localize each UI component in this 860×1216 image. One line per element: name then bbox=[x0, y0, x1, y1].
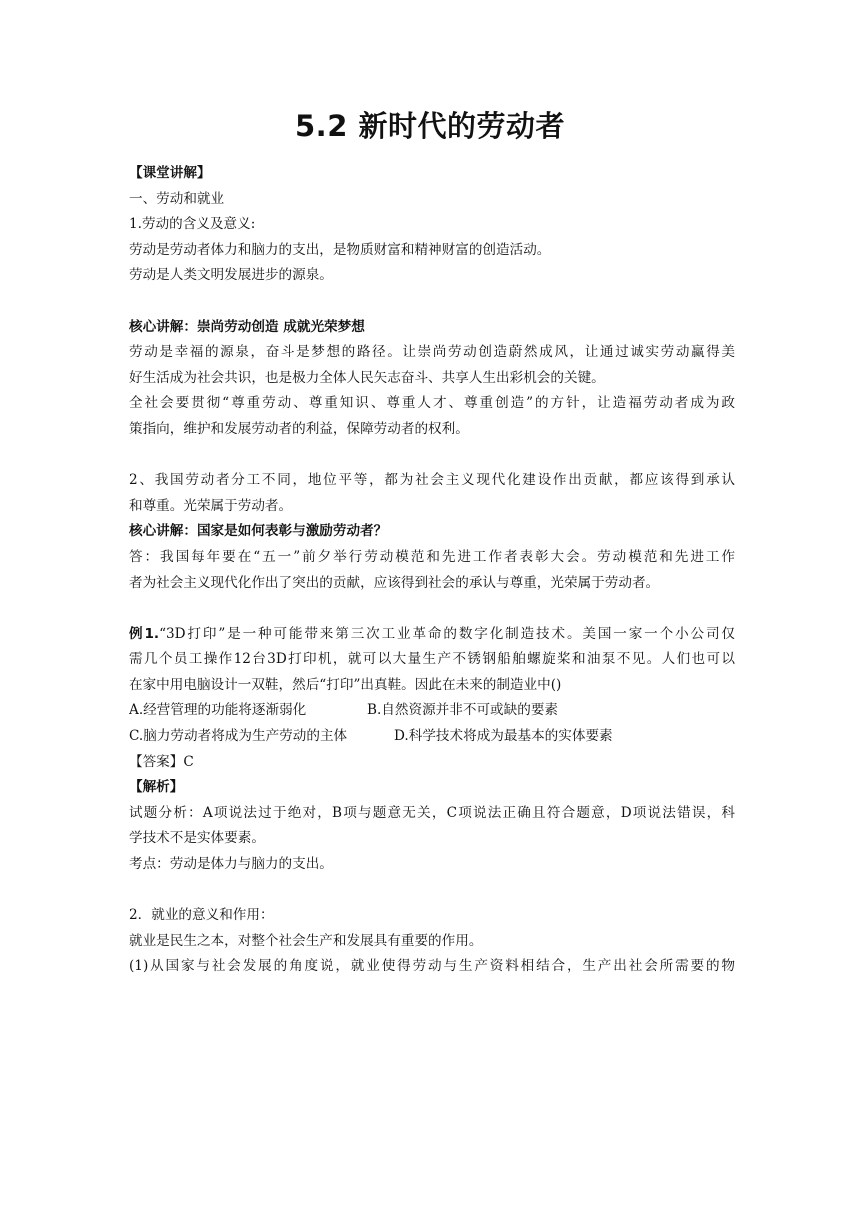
core1-paragraph-line: 全社会要贯彻“尊重劳动、尊重知识、尊重人才、尊重创造”的方针，让造福劳动者成为政 bbox=[129, 395, 735, 412]
kaodian-line: 考点：劳动是体力与脑力的支出。 bbox=[129, 856, 333, 873]
options-row bbox=[129, 724, 735, 750]
document-body bbox=[129, 161, 735, 980]
example1-text: “3D打印”是一种可能带来第三次工业革命的数字化制造技术。美国一家一个小公司仅 bbox=[159, 625, 735, 642]
analysis-heading: 【解析】 bbox=[129, 779, 184, 796]
core1-paragraph-line: 好生活成为社会共识，也是极力全体人民矢志奋斗、共享人生出彩机会的关键。 bbox=[129, 369, 605, 386]
page-title: 5.2 新时代的劳动者 bbox=[295, 109, 565, 143]
blank-line bbox=[129, 443, 735, 469]
point2-line: 2、我国劳动者分工不同，地位平等，都为社会主义现代化建设作出贡献，都应该得到承认 bbox=[129, 472, 735, 489]
point1-heading: 1.劳动的含义及意义: bbox=[129, 216, 256, 233]
options-row bbox=[129, 698, 735, 724]
option-d: D.科学技术将成为最基本的实体要素 bbox=[394, 728, 613, 745]
example1-label: 例1. bbox=[129, 625, 160, 642]
blank-line bbox=[129, 596, 735, 622]
option-a: A.经营管理的功能将逐渐弱化 bbox=[129, 702, 307, 719]
part1-heading: 一、劳动和就业 bbox=[129, 190, 225, 207]
core1-paragraph-line: 劳动是幸福的源泉，奋斗是梦想的路径。让崇尚劳动创造蔚然成风，让通过诚实劳动赢得美 bbox=[129, 344, 735, 361]
analysis-line: 试题分析：A项说法过于绝对，B项与题意无关，C项说法正确且符合题意，D项说法错误，科 bbox=[129, 804, 735, 821]
answer-line: 【答案】C bbox=[129, 753, 194, 770]
example1-line: 需几个员工操作12台3D打印机，就可以大量生产不锈钢船舶螺旋桨和油泵不见。人们也可以 bbox=[129, 651, 735, 668]
core2-answer-line: 答：我国每年要在“五一”前夕举行劳动模范和先进工作者表彰大会。劳动模范和先进工作 bbox=[129, 548, 735, 565]
point3-line: 就业是民生之本，对整个社会生产和发展具有重要的作用。 bbox=[129, 932, 483, 949]
blank-line bbox=[129, 289, 735, 315]
option-b: B.自然资源并非不可或缺的要素 bbox=[367, 702, 559, 719]
example1-line bbox=[129, 622, 735, 648]
core2-answer-line: 者为社会主义现代化作出了突出的贡献，应该得到社会的承认与尊重，光荣属于劳动者。 bbox=[129, 574, 660, 591]
point1-line: 劳动是人类文明发展进步的源泉。 bbox=[129, 267, 333, 284]
core1-heading: 核心讲解：崇尚劳动创造 成就光荣梦想 bbox=[129, 318, 365, 335]
core1-paragraph-line: 策指向，维护和发展劳动者的利益，保障劳动者的权利。 bbox=[129, 420, 469, 437]
blank-line bbox=[129, 878, 735, 904]
point2-line: 和尊重。光荣属于劳动者。 bbox=[129, 497, 293, 514]
section-heading: 【课堂讲解】 bbox=[129, 165, 211, 181]
analysis-line: 学技术不是实体要素。 bbox=[129, 830, 265, 847]
example1-line: 在家中用电脑设计一双鞋，然后“打印”出真鞋。因此在未来的制造业中() bbox=[129, 676, 562, 693]
core2-heading: 核心讲解：国家是如何表彰与激励劳动者？ bbox=[129, 523, 388, 540]
option-c: C.脑力劳动者将成为生产劳动的主体 bbox=[129, 728, 348, 745]
point3-line: (1)从国家与社会发展的角度说，就业使得劳动与生产资料相结合，生产出社会所需要的物 bbox=[129, 958, 735, 975]
point3-heading: 2．就业的意义和作用： bbox=[129, 907, 274, 924]
point1-line: 劳动是劳动者体力和脑力的支出，是物质财富和精神财富的创造活动。 bbox=[129, 241, 551, 258]
